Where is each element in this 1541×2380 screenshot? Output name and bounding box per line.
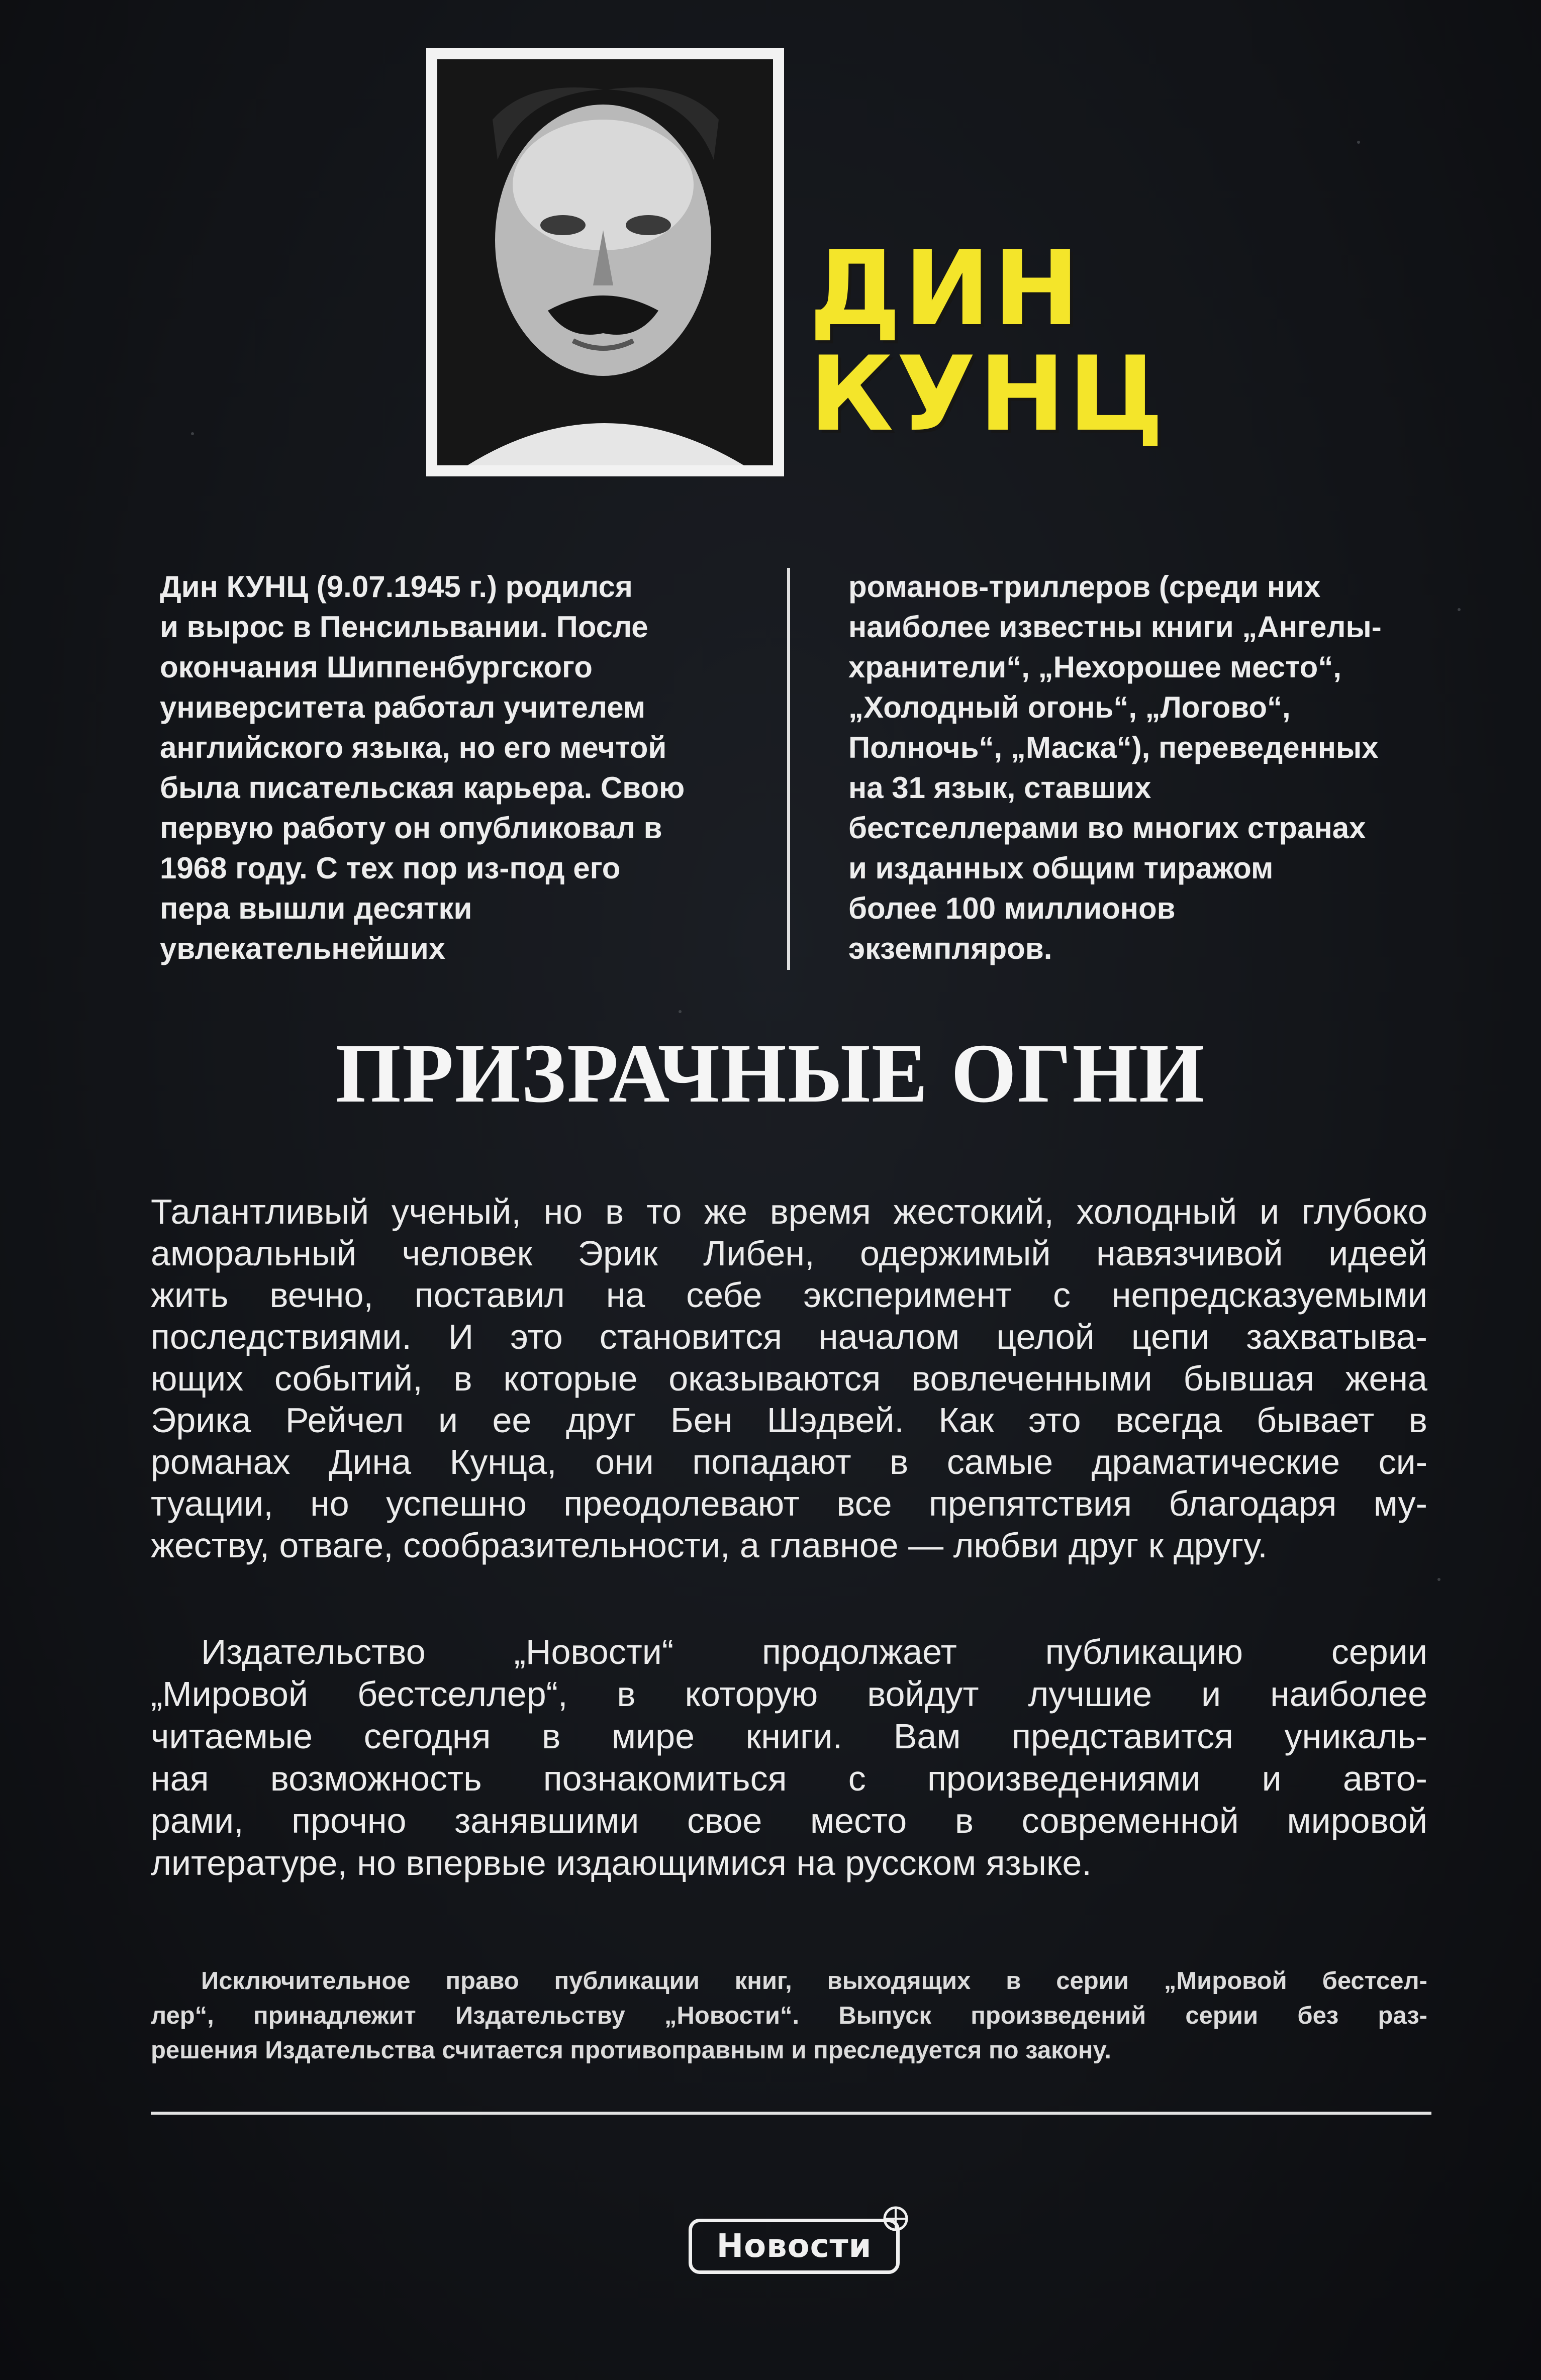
- print-speck: [1458, 608, 1461, 611]
- bio-line: университета работал учителем: [160, 690, 646, 724]
- bio-line: и вырос в Пенсильвании. После: [160, 610, 648, 644]
- globe-icon: [882, 2205, 909, 2232]
- bio-line: наиболее известны книги „Ангелы-: [848, 610, 1382, 644]
- bio-line: „Холодный огонь“, „Логово“,: [848, 690, 1291, 724]
- synopsis-line: последствиями. И это становится началом целой цепи захватыва-: [151, 1317, 1427, 1356]
- synopsis-line: Эрика Рейчел и ее друг Бен Шэдвей. Как это всегда бывает в: [151, 1401, 1427, 1440]
- author-last-name: КУНЦ: [809, 335, 1167, 454]
- bio-line: на 31 язык, ставших: [848, 771, 1151, 805]
- author-name: [809, 229, 1262, 454]
- bio-line: окончания Шиппенбургского: [160, 650, 593, 684]
- print-speck: [191, 432, 194, 435]
- rights-line: Исключительное право публикации книг, выходящих в серии „Мировой бестсел-: [201, 1967, 1427, 1995]
- bio-line: первую работу он опубликовал в: [160, 811, 662, 845]
- series-line: рами, прочно занявшими свое место в современной мировой: [151, 1801, 1427, 1840]
- bio-left-column: [160, 567, 753, 969]
- synopsis-line: жить вечно, поставил на себе эксперимент с непредсказуемыми: [151, 1275, 1427, 1315]
- bio-line: 1968 году. С тех пор из-под его: [160, 851, 621, 885]
- rights-line: лер“, принадлежит Издательству „Новости“. Выпуск произведений серии без раз-: [151, 2002, 1427, 2029]
- bio-line: романов-триллеров (среди них: [848, 570, 1321, 604]
- bio-line: Полночь“, „Маска“), переведенных: [848, 731, 1379, 764]
- series-line: Издательство „Новости“ продолжает публикацию серии: [201, 1632, 1427, 1671]
- bio-line: хранители“, „Нехорошее место“,: [848, 650, 1342, 684]
- author-first-name: ДИН: [809, 229, 1083, 349]
- author-photo: [426, 48, 784, 476]
- bio-line: более 100 миллионов: [848, 891, 1176, 925]
- bio-line: английского языка, но его мечтой: [160, 731, 667, 764]
- series-line: ная возможность познакомиться с произведениями и авто-: [151, 1759, 1427, 1798]
- bio-line: и изданных общим тиражом: [848, 851, 1274, 885]
- synopsis-line: туации, но успешно преодолевают все препятствия благодаря му-: [151, 1484, 1427, 1523]
- bio-column-divider: [787, 568, 790, 970]
- series-paragraph: [151, 1631, 1427, 1884]
- print-speck: [679, 1010, 682, 1013]
- book-title: ПРИЗРАЧНЫЕ ОГНИ: [335, 1027, 1206, 1120]
- synopsis-line: ющих событий, в которые оказываются вовлеченными бывшая жена: [151, 1359, 1427, 1398]
- series-line: „Мировой бестселлер“, в которую войдут лучшие и наиболее: [151, 1674, 1427, 1714]
- rights-line: решения Издательства считается противоправным и преследуется по закону.: [151, 2037, 1112, 2064]
- bio-line: пера вышли десятки: [160, 891, 472, 925]
- synopsis-paragraph: [151, 1191, 1427, 1566]
- bio-line: экземпляров.: [848, 932, 1052, 965]
- publisher-logo: [689, 2219, 900, 2274]
- synopsis-line: Талантливый ученый, но в то же время жестокий, холодный и глубоко: [151, 1192, 1427, 1231]
- author-portrait: [437, 59, 773, 465]
- horizontal-rule: [151, 2112, 1431, 2115]
- publisher-logo-text: Новости: [716, 2228, 872, 2265]
- print-speck: [1357, 141, 1360, 144]
- print-speck: [1437, 1578, 1440, 1581]
- series-line: читаемые сегодня в мире книги. Вам представится уникаль-: [151, 1717, 1427, 1756]
- bio-line: была писательская карьера. Свою: [160, 771, 685, 805]
- portrait-illustration: [437, 59, 773, 465]
- bio-line: Дин КУНЦ (9.07.1945 г.) родился: [160, 570, 633, 604]
- synopsis-line: аморальный человек Эрик Либен, одержимый навязчивой идеей: [151, 1234, 1427, 1273]
- bio-line: бестселлерами во многих странах: [848, 811, 1366, 845]
- rights-notice: [151, 1964, 1427, 2068]
- synopsis-line: романах Дина Кунца, они попадают в самые драматические си-: [151, 1442, 1427, 1481]
- series-line: литературе, но впервые издающимися на русском языке.: [151, 1843, 1092, 1882]
- bio-right-column: [848, 567, 1441, 969]
- synopsis-line: жеству, отваге, сообразительности, а главное — любви друг к другу.: [151, 1526, 1268, 1565]
- bio-line: увлекательнейших: [160, 932, 446, 965]
